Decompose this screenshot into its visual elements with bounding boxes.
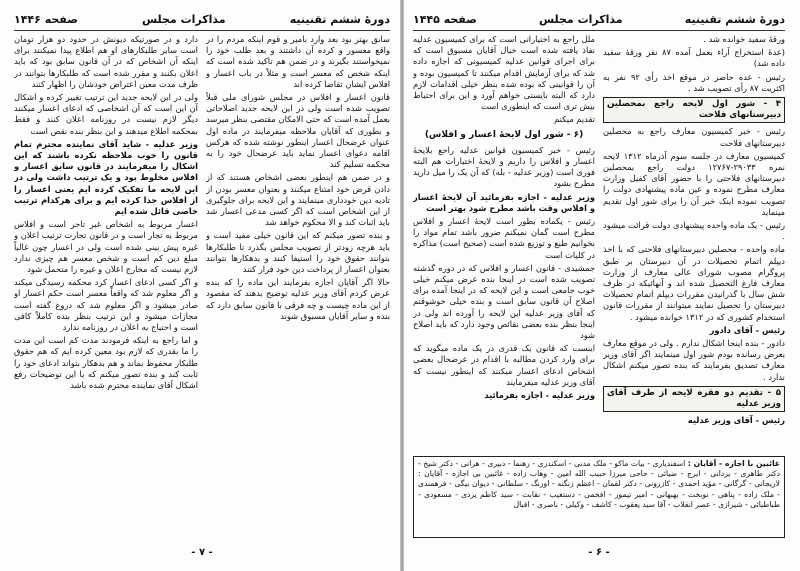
left-page-number: - ۷ - [191, 547, 213, 558]
left-page [6, 6, 398, 564]
left-page-col-1 [206, 34, 390, 538]
absentees-box [413, 456, 785, 538]
paragraph: رئیس - عده حاضر در موقع اخذ رأی ۹۲ نفر به اکثریت ۸۷ رأی تصویب شد . [603, 71, 785, 93]
left-page-columns [14, 34, 390, 538]
paragraph: سابق بهتر بود بعد وارد بامیر و قوم اینکه مردم را در واقع معسور و کرده آن داشتند و بعد طلب خود را نمیخواستند بگیرند و در ضمن هم تاکید شده است که اینکه شخص که معسر است و مثلاً در باب اعسار و افلاس ایشان تقاضا کرده اند [206, 34, 390, 89]
paragraph: دادور - بنده اینجا اشکال ندارم . ولی در موقع معارف بعرض رسانده بودم شور اول مینمایند اگر آقای وزیر معارف تصدیق بفرمایند که بنده تصور میکنم اشکال ندارد . [603, 338, 785, 382]
paragraph: ورقهٔ سفید خوانده شد . [703, 34, 785, 44]
absentees-label: غائبین با اجازه - آقایان : [687, 459, 780, 468]
speaker-line: وزیر عدلیه - اجازه بفرمائید آن لایحهٔ اعسار و افلاس وقت باشد مطرح شود بهتر است [413, 191, 595, 213]
paragraph: (عدهٔ استخراج آراء بعمل آمده ۸۷ نفر ورقهٔ سفید داده شد) [603, 47, 785, 69]
paragraph: اعسار مربوط به اشخاص غیر تاجر است و افلاس مربوط به تجار است و در قانون تجارت ترتیب اعلان و غیره پیش بینی شده است ولی در اعسار چون غالباً مبلغ دین کم است و شخص معسر هم چیزی ندارد لازم نیست که مخارج اعلان و غیره را متحمل شود [14, 219, 198, 275]
right-page [405, 6, 793, 564]
paragraph: ملل راجع به اختیاراتی است که برای کمیسیون عدلیه نفاذ یافته شده است خیال آقایان مسبوق است که برای اجرای قوانین عدلیه کمیسیونی که اجازه داده شد که برای آزمایش اقدام میکنند تا کمیسیون بوده و آن را قوانینی که بوده شده بنظر خیلی اقدامات لازم دارد که البته بایستی خواهم آورد و این برای احتیاط بیش تری است که اینطوری است [413, 34, 595, 112]
paragraph: تقدیم میکنم [554, 114, 595, 125]
right-header-page-label: صفحه ۱۴۴۵ [413, 12, 477, 26]
right-page-number: - ۶ - [588, 547, 610, 558]
paragraph: جمشیدی - قانون اعسار و افلاس که در دوره گذشته تصویب شده است در اینجا بنده عرض میکنم خیلی خوب جامعی است و این لایحه که در اینجا آمده برای اصلاح آن قانون سابق است و بنده خیلی خوشوقتم که آقای وزیر عدلیه این لایحه را آورده اند ولی در اینجا بنظر بنده بعضی نقائص وجود دارد که باید اصلاح شود [413, 262, 595, 341]
paragraph: اینست که قانون یک قدری در یک ماده میگوید که برای وارد کردن مطالبه با اقدام در عرضحال بعضی اشخاص ادعای اعسار میکنند که اینطور نیست که آقای وزیر عدلیه میفرمایند [413, 343, 595, 387]
paragraph: رئیس - خبر کمیسیون قوانین عدلیه راجع بلایحهٔ اعسار و افلاس را داریم و لایحهٔ اختیارات هم البته فوری است (وزیر عدلیه - بله) که آن یک را میل دارید مطرح بشود [413, 144, 595, 189]
left-header-title: مذاکرات مجلس [141, 12, 226, 26]
section-headline: (۶ - شور اول لایحهٔ اعسار و افلاس) [424, 129, 584, 140]
speaker-line: وزیر عدلیه - اجازه بفرمائید [484, 390, 595, 401]
paragraph: و بنده تصور میکنم که این قانون خیلی مفید است و باید هرچه زودتر از تصویب مجلس بگذرد تا طلبکارها بتوانند حقوق خود را استیفا کنند و بدهکارها نتوانند بعنوان اعسار از پرداخت دین خود فرار کنند [206, 230, 390, 275]
paragraph: قانون اعسار و افلاس در مجلس شورای ملی قبلاً تصویب شده است ولی در این لایحه جدید اصلاحاتی بعمل آمده است که حتی الامکان مقتضی بنظر میرسد و بطوری که آقایان ملاحظه میفرمایند در ماده اول عنوان عرضحال اعسار اینطور نوشته شده که هرکس اقامه دعوای اعسار نماید باید عرضحال خود را به محکمه تسلیم کند [206, 92, 390, 170]
paragraph: ولی در این لایحه جدید این ترتیب تغییر کرده و اشکال آن این است که آن اشخاصی که ادعای اعسار میکنند دیگر لازم نیست در روزنامه اعلان کنند و فقط بمحکمه اطلاع میدهند و این بنظر بنده نقص است [14, 92, 198, 136]
paragraph: رئیس - خبر کمیسیون معارف راجع به محصلین دبیرستانهای فلاحت [603, 126, 785, 148]
paragraph: رئیس - یک ماده واحده پیشنهادی دولت قرائت میشود . [603, 220, 785, 242]
right-header-title: مذاکرات مجلس [538, 12, 623, 26]
left-page-header [14, 10, 390, 31]
paragraph: و اگر کسی ادعای اعسار کرد محکمه رسیدگی میکند و اگر معلوم شد که واقعاً معسر است حکم اعسار او صادر میشود و اگر معلوم شد که دروغ گفته است مجازات میشود و این ترتیب بنظر بنده کاملاً کافی است و احتیاج به اعلان در روزنامه ندارد [14, 277, 198, 333]
paragraph: رئیس - یکماده بطور است لایحهٔ اعسار و افلاس مطرح است گمان نمیکنم ضرور باشد تمام مواد را بخوانیم طبع و توزیع شده است (صحیح است) مذاکره در کلیات است [413, 216, 595, 260]
right-page-header [413, 10, 785, 31]
paragraph: کمیسیون معارف در جلسه سوم آذرماه ۱۳۱۲ لایحه نمره ۲۹۰۳۳-۱۲۷۶۷ دولت راجع بمحصلین دبیرستانهای فلاحتی را با حضور آقای کفیل وزارت معارف مطرح نموده و عین ماده پیشنهادی دولت را تصویب نموده اینک خبر آن را برای شور اول تقدیم مینماید [603, 150, 785, 217]
paragraph: حالا اگر آقایان اجازه بفرمایند این ماده را که بنده عرض کردم آقای وزیر عدلیه توضیح بدهند که مقصود از این ماده چیست و چه فرقی با قانون سابق دارد که بنده و سایر آقایان مسبوق شوند [206, 277, 390, 321]
absentees-text: اسفندیاری - بیات ماکو - ملک مدنی - اسکندری - رهنما - دبیری - هراتی - دکتر شیخ - دکتر طاهری - یزدانی - ایرج - ضیائی - حاجی میرزا حبیب الله امین - وهاب زاده - غائبین بی اجازه - آقایان : لاریجانی - گرگانی - مؤید احمدی - کازرونی - دکتر لقمان - اعظم زنگنه - اورنگ - سلطانی - دیوان بیگی - فرهمندی - ملک زاده - پناهی - نوبخت - بهبهانی - امیر تیمور - افخمی - دستغیب - نقابت - سید کاظم یزدی - مسعودی - طباطبائی - شیرازی - عصر انقلاب - آقا سید یعقوب - کاشف - وکیلی - ناصری - اقبال [418, 459, 780, 509]
paragraph: و اما راجع به اینکه فرمودند مدت کم است این مدت را ما بقدری که لازم بود معین کرده ایم که هم حقوق طلبکار محفوظ بماند و هم بدهکار بتواند ادعای خود را ثابت کند و بنده تصور میکنم که با این توضیحات رفع اشکال آقای نماینده محترم شده باشد [14, 335, 198, 391]
paragraph: و در ضمن هم اینطور بعضی اشخاص هستند که از دادن قرض خود امتناع میکنند و بعنوان معسر بودن از تادیه دین خودداری مینمایند و این لایحه برای جلوگیری از این اشخاص است که اگر کسی مدعی اعسار شد باید اثبات کند و الا محکوم خواهد شد [206, 172, 390, 228]
speaker-line: رئیس - آقای وزیر عدلیه [687, 415, 785, 426]
right-header-session: دورهٔ ششم تقنینیه [684, 12, 785, 26]
paragraph: ماده واحده - محصلین دبیرستانهای فلاحتی که با اخذ دیپلم اتمام تحصیلات در آن دبیرستان بر طبق پروگرام مصوب شورای عالی معارف از وزارت معارف فارغ التحصیل شده اند و آنهائیکه در ظرف شش سال با گذرانیدن مقررات دیپلم اتمام تحصیلات دبیرستان را تحصیل نمایند میتوانند از مقررات قانون استخدام کشوری که در ۱۳۱۲ خوانده میشود . [603, 244, 785, 322]
speaker-line: رئیس - آقای دادور [709, 324, 785, 335]
section-heading-box: ۴ - شور اول لایحه راجع بمحصلین دبیرستانهای فلاحت [603, 97, 785, 123]
section-heading-box: ۵ - تقدیم دو فقره لایحه از طرف آقای وزیر عدلیه [603, 386, 785, 412]
paragraph: دارد و در صورتیکه دیونش در حدود دو هزار تومان است سایر طلبکارهای او هم اطلاع پیدا نمیکنند برای اینکه آن اشخاص که در آن قانون سابق بود که باید اعلان بکنند و مقرر شده است که طلبکارها بتوانند در ظرف مدت معین اعتراض خودشان را اظهار کنند [14, 34, 198, 89]
book-gutter [400, 0, 404, 571]
left-header-session: دورهٔ ششم تقنینیه [289, 12, 390, 26]
left-header-page-label: صفحه ۱۴۴۶ [14, 12, 78, 26]
left-page-col-2 [14, 34, 198, 538]
speaker-line: وزیر عدلیه - شاید آقای نماینده محترم تمام قانون را خوب ملاحظه نکرده باشند که این اشکال را میفرمایند در قانون سابق اعسار و افلاس مخلوط بود و یک ترتیب داشت ولی در این لایحه ما تفکیک کرده ایم یعنی اعسار را از افلاس جدا کرده ایم و برای هرکدام ترتیب خاصی قائل شده ایم [14, 138, 198, 217]
